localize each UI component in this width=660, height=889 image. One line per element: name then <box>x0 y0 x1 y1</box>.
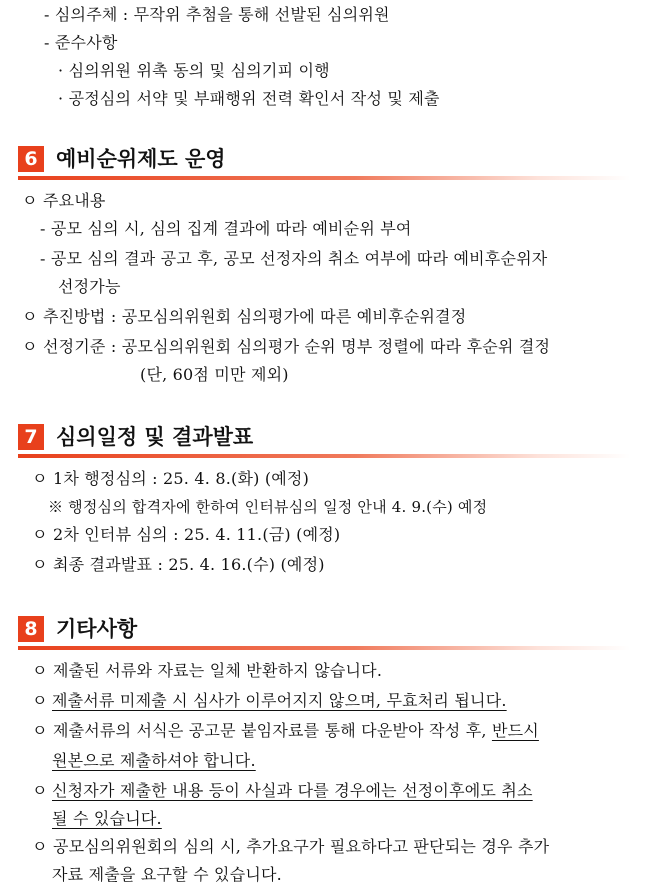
text: ㅇ 제출서류의 서식은 공고문 붙임자료를 통해 다운받아 작성 후, <box>32 721 487 740</box>
s6-line-1: ㅇ 주요내용 <box>22 191 106 210</box>
circle-bullet: ㅇ <box>32 781 48 800</box>
underlined-text: 반드시 <box>491 721 539 740</box>
section-divider <box>18 454 630 458</box>
s6-line-7: (단, 60점 미만 제외) <box>140 365 289 384</box>
s7-line-1: ㅇ 1차 행정심의 : 25. 4. 8.(화) (예정) <box>32 469 310 488</box>
s7-line-2: ※ 행정심의 합격자에 한하여 인터뷰심의 일정 안내 4. 9.(수) 예정 <box>48 498 488 516</box>
s6-line-3: - 공모 심의 결과 공고 후, 공모 선정자의 취소 여부에 따라 예비후순위자 <box>40 249 548 268</box>
s8-line-7: ㅇ 공모심의위원회의 심의 시, 추가요구가 필요하다고 판단되는 경우 추가 <box>32 837 550 856</box>
section-title: 기타사항 <box>56 617 138 641</box>
section-divider <box>18 176 630 180</box>
s8-line-6: 될 수 있습니다. <box>52 809 162 828</box>
s6-line-2: - 공모 심의 시, 심의 집계 결과에 따라 예비순위 부여 <box>40 219 412 238</box>
s7-line-4: ㅇ 최종 결과발표 : 25. 4. 16.(수) (예정) <box>32 555 325 574</box>
section-divider <box>18 646 630 650</box>
s8-line-3 <box>32 720 539 742</box>
s6-line-4: 선정가능 <box>58 277 121 296</box>
underlined-text: 신청자가 제출한 내용 등이 사실과 다를 경우에는 선정이후에도 취소 <box>52 781 533 800</box>
s7-line-3: ㅇ 2차 인터뷰 심의 : 25. 4. 11.(금) (예정) <box>32 525 341 544</box>
s6-line-5: ㅇ 추진방법 : 공모심의위원회 심의평가에 따른 예비후순위결정 <box>22 307 467 326</box>
s8-line-4: 원본으로 제출하셔야 합니다. <box>52 751 256 770</box>
s8-line-1: ㅇ 제출된 서류와 자료는 일체 반환하지 않습니다. <box>32 661 383 680</box>
section-8-header <box>18 612 630 650</box>
circle-bullet: ㅇ <box>32 691 48 710</box>
underlined-text: 제출서류 미제출 시 심사가 이루어지지 않으며, 무효처리 됩니다. <box>52 691 507 710</box>
s8-line-5 <box>32 780 533 802</box>
top-line-1: - 심의주체 : 무작위 추첨을 통해 선발된 심의위원 <box>44 5 390 24</box>
section-number-badge: 8 <box>18 616 44 642</box>
top-line-3: · 심의위원 위촉 동의 및 심의기피 이행 <box>58 61 330 80</box>
s6-line-6: ㅇ 선정기준 : 공모심의위원회 심의평가 순위 명부 정렬에 따라 후순위 결정 <box>22 337 551 356</box>
top-line-4: · 공정심의 서약 및 부패행위 전력 확인서 작성 및 제출 <box>58 89 440 108</box>
section-number-badge: 7 <box>18 424 44 450</box>
section-number-badge: 6 <box>18 146 44 172</box>
s8-line-2 <box>32 690 507 712</box>
section-title: 심의일정 및 결과발표 <box>56 425 254 449</box>
s8-line-8: 자료 제출을 요구할 수 있습니다. <box>52 865 282 884</box>
top-line-2: - 준수사항 <box>44 33 118 52</box>
section-7-header <box>18 420 630 458</box>
section-title: 예비순위제도 운영 <box>56 147 226 171</box>
section-6-header <box>18 142 630 180</box>
